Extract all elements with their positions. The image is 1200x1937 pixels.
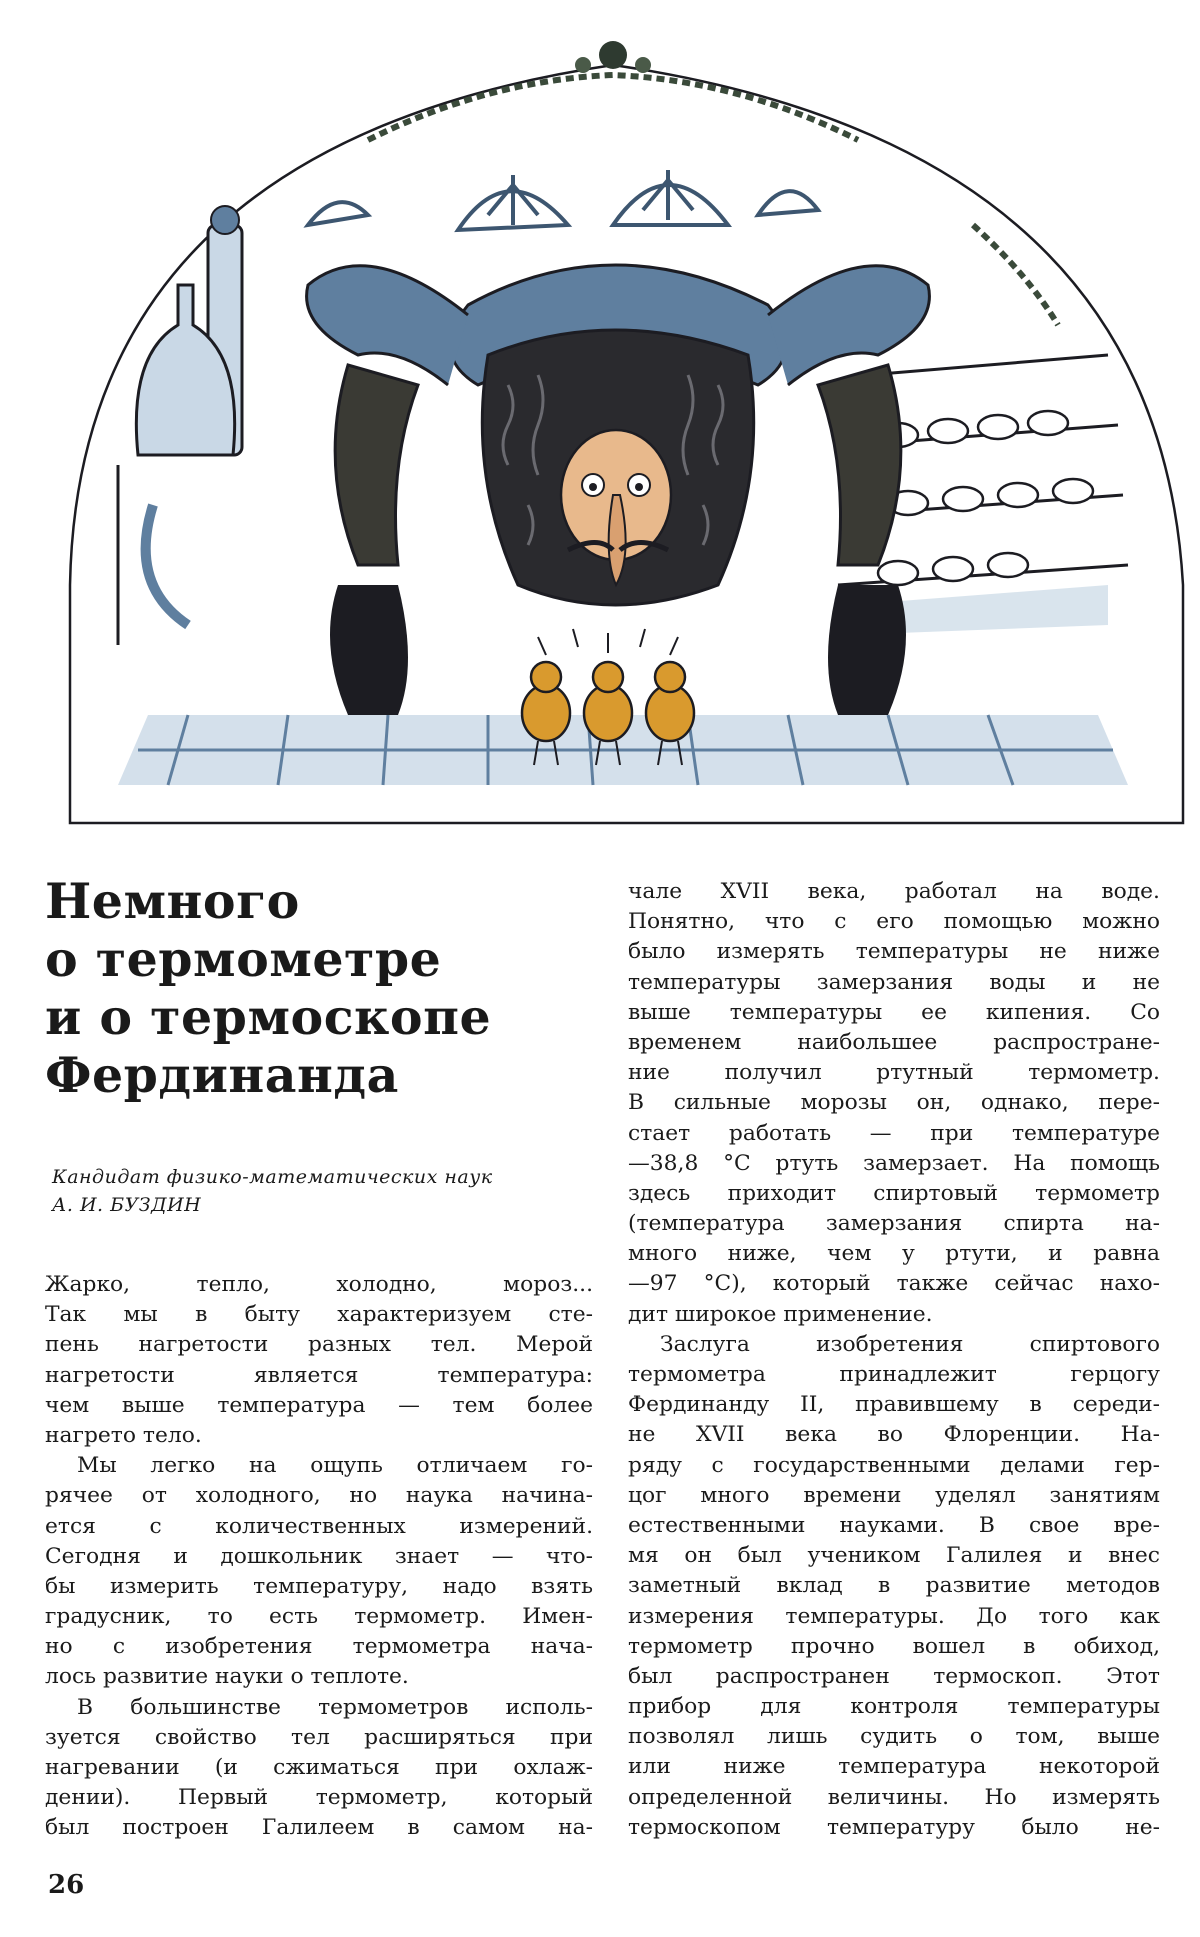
- text-line: чале XVII века, работал на воде.: [628, 879, 1160, 904]
- text-line: чем выше температура — тем более: [45, 1392, 593, 1418]
- text-line: термоскопом температуру было не-: [628, 1814, 1160, 1840]
- text-line: градусник, то есть термометр. Имен-: [45, 1604, 593, 1630]
- text-line: ется с количественных измерений.: [45, 1513, 593, 1539]
- text-line: лось развитие науки о теплоте.: [45, 1664, 409, 1690]
- text-line: Жарко, тепло, холодно, мороз...: [45, 1272, 593, 1297]
- text-line: было измерять температуры не ниже: [628, 939, 1160, 965]
- title-line: Фердинанда: [45, 1046, 399, 1104]
- text-line: не XVII века во Флоренции. На-: [628, 1422, 1160, 1448]
- text-line: был распространен термоскоп. Этот: [628, 1663, 1160, 1689]
- text-line: бы измерить температуру, надо взять: [45, 1573, 593, 1599]
- text-line: (температура замерзания спирта на-: [628, 1211, 1160, 1237]
- text-line: определенной величины. Но измерять: [628, 1784, 1160, 1810]
- text-line: или ниже температура некоторой: [628, 1754, 1160, 1780]
- right-column: [628, 877, 1160, 1843]
- author-position: Кандидат физико-математических наук: [52, 1166, 493, 1188]
- title-line: о термометре: [45, 930, 442, 988]
- text-line: стает работать — при температуре: [628, 1120, 1160, 1146]
- text-line: термометр прочно вошел в обиход,: [628, 1633, 1160, 1659]
- text-line: заметный вклад в развитие методов: [628, 1573, 1160, 1599]
- text-line: Заслуга изобретения спиртового: [660, 1331, 1160, 1357]
- text-line: естественными науками. В свое вре-: [628, 1512, 1160, 1538]
- text-line: Фердинанду II, правившему в середи-: [628, 1392, 1160, 1418]
- text-line: зуется свойство тел расширяться при: [45, 1724, 593, 1750]
- text-line: позволял лишь судить о том, выше: [628, 1724, 1160, 1750]
- illustration: [68, 25, 1188, 830]
- text-line: термометра принадлежит герцогу: [628, 1362, 1160, 1387]
- text-line: здесь приходит спиртовый термометр: [628, 1180, 1160, 1206]
- byline: [52, 1163, 612, 1219]
- text-line: цог много времени уделял занятиям: [628, 1482, 1160, 1508]
- text-line: нагретости является температура:: [45, 1362, 593, 1388]
- title-line: и о термоскопе: [45, 988, 492, 1046]
- text-line: дении). Первый термометр, который: [45, 1785, 593, 1811]
- text-line: Мы легко на ощупь отличаем го-: [77, 1453, 593, 1479]
- text-line: измерения температуры. До того как: [628, 1603, 1160, 1629]
- text-line: В большинстве термометров исполь-: [77, 1694, 593, 1720]
- text-line: временем наибольшее распростране-: [628, 1029, 1160, 1055]
- text-line: прибор для контроля температуры: [628, 1694, 1160, 1720]
- text-line: В сильные морозы он, однако, пере-: [628, 1090, 1160, 1116]
- article-title: [45, 872, 605, 1104]
- text-line: пень нагретости разных тел. Мерой: [45, 1332, 593, 1358]
- text-line: Понятно, что с его помощью можно: [628, 909, 1160, 935]
- text-line: дит широкое применение.: [628, 1301, 933, 1327]
- page-number: 26: [48, 1870, 85, 1900]
- text-line: много ниже, чем у ртути, и равна: [628, 1241, 1160, 1267]
- left-column: [45, 1270, 593, 1844]
- text-line: был построен Галилеем в самом на-: [45, 1815, 593, 1841]
- text-line: но с изобретения термометра нача-: [45, 1634, 593, 1660]
- text-line: —97 °С), который также сейчас нахо-: [628, 1271, 1160, 1297]
- text-line: нагревании (и сжиматься при охлаж-: [45, 1755, 593, 1780]
- text-line: мя он был учеником Галилея и внес: [628, 1543, 1160, 1569]
- text-line: Так мы в быту характеризуем сте-: [45, 1302, 593, 1328]
- text-line: Сегодня и дошкольник знает — что-: [45, 1543, 593, 1569]
- text-line: ние получил ртутный термометр.: [628, 1060, 1160, 1086]
- text-line: рячее от холодного, но наука начина-: [45, 1483, 593, 1509]
- text-line: нагрето тело.: [45, 1422, 202, 1448]
- author-name: А. И. БУЗДИН: [52, 1194, 202, 1216]
- text-line: ряду с государственными делами гер-: [628, 1452, 1160, 1478]
- title-line: Немного: [45, 872, 300, 930]
- text-line: —38,8 °С ртуть замерзает. На помощь: [628, 1150, 1160, 1176]
- text-line: выше температуры ее кипения. Со: [628, 999, 1160, 1025]
- text-line: температуры замерзания воды и не: [628, 969, 1160, 995]
